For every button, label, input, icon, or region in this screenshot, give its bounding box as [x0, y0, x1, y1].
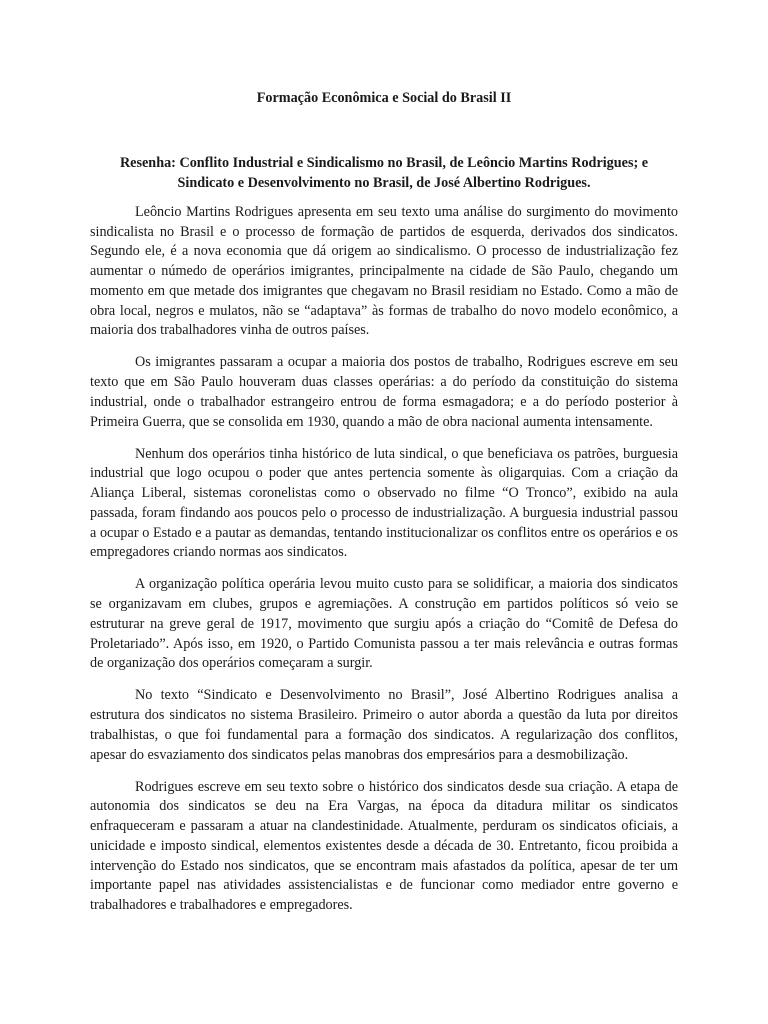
- review-subtitle: Resenha: Conflito Industrial e Sindicalismo no Brasil, de Leôncio Martins Rodrigues; e Sindicato e Desenvolvimento no Brasil, de José Albertino Rodrigues.: [119, 155, 649, 191]
- paragraph: Os imigrantes passaram a ocupar a maioria dos postos de trabalho, Rodrigues escreve em seu texto que em São Paulo houveram duas classes operárias: a do período da constituição do sistema industrial, onde o trabalhador estrangeiro entrou de forma esmagadora; e a do período posterior à Primeira Guerra, que se consolida em 1930, quando a mão de obra nacional aumenta intensamente.: [90, 354, 678, 430]
- document-title: Formação Econômica e Social do Brasil II: [256, 90, 512, 106]
- body-text: [90, 203, 678, 916]
- document-page: [90, 88, 678, 928]
- paragraph: No texto “Sindicato e Desenvolvimento no Brasil”, José Albertino Rodrigues analisa a estrutura dos sindicatos no sistema Brasileiro. Primeiro o autor aborda a questão da luta por direitos trabalhistas, o que foi fundamental para a formação dos sindicatos. A regularização dos conflitos, apesar do esvaziamento dos sindicatos pelas manobras dos empresários para a desmobilização.: [90, 687, 678, 763]
- paragraph: Rodrigues escreve em seu texto sobre o histórico dos sindicatos desde sua criação. A etapa de autonomia dos sindicatos se deu na Era Vargas, na época da ditadura militar os sindicatos enfraqueceram e passaram a atuar na clandestinidade. Atualmente, perduram os sindicatos oficiais, a unicidade e imposto sindical, elementos existentes desde a década de 30. Entretanto, ficou proibida a intervenção do Estado nos sindicatos, que se encontram mais afastados da política, apesar de ter um importante papel nas atividades assistencialistas e de funcionar como mediador entre governo e trabalhadores e trabalhadores e empregadores.: [90, 778, 678, 913]
- paragraph: A organização política operária levou muito custo para se solidificar, a maioria dos sindicatos se organizavam em clubes, grupos e agremiações. A construção em partidos políticos só veio se estruturar na greve geral de 1917, movimento que surgiu após a criação do “Comitê de Defesa do Proletariado”. Após isso, em 1920, o Partido Comunista passou a ter mais relevância e outras formas de organização dos operários começaram a surgir.: [90, 576, 678, 672]
- paragraph: Leôncio Martins Rodrigues apresenta em seu texto uma análise do surgimento do movimento sindicalista no Brasil e o processo de formação de partidos de esquerda, derivados dos sindicatos. Segundo ele, é a nova economia que dá origem ao sindicalismo. O processo de industrialização fez aumentar o númedo de operários imigrantes, principalmente na cidade de São Paulo, chegando um momento em que metade dos imigrantes que chegavam no Brasil residiam no Estado. Como a mão de obra local, negros e mulatos, não se “adaptava” às formas de trabalho do novo modelo econômico, a maioria dos trabalhadores vinha de outros países.: [90, 204, 678, 339]
- paragraph: Nenhum dos operários tinha histórico de luta sindical, o que beneficiava os patrões, burguesia industrial que logo ocupou o poder que antes pertencia somente às oligarquias. Com a criação da Aliança Liberal, sistemas coronelistas como o observado no filme “O Tronco”, exibido na aula passada, foram findando aos poucos pelo o processo de industrialização. A burguesia industrial passou a ocupar o Estado e a pautar as demandas, tentando institucionalizar os conflitos entre os operários e os empregadores criando normas aos sindicatos.: [90, 445, 678, 561]
